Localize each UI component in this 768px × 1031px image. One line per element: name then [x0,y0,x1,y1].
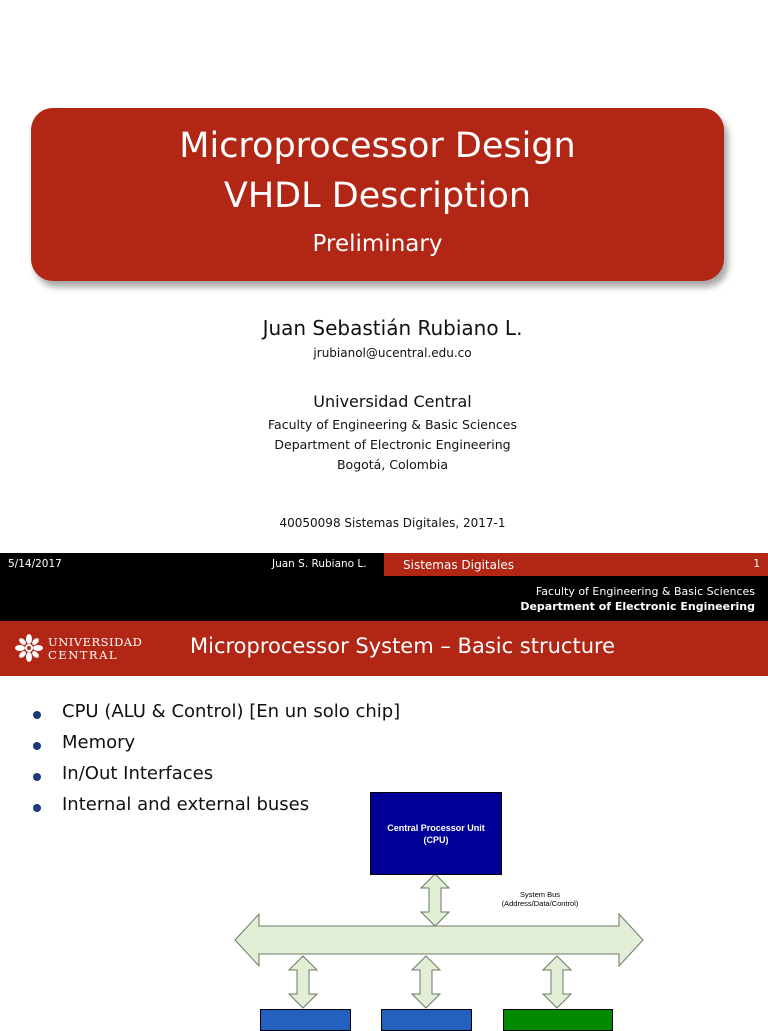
department-name: Department of Electronic Engineering [274,437,511,452]
faculty-name: Faculty of Engineering & Basic Sciences [268,417,517,432]
footer-page-number: 1 [753,558,760,570]
system-bus-label [470,890,610,908]
module-block-2 [381,1009,472,1031]
cpu-label-line-1: Central Processor Unit [387,823,485,833]
module-arrow-2 [412,956,440,1008]
bus-label-line-2: (Address/Data/Control) [501,899,579,908]
cpu-block [370,792,502,875]
logo-text-line-2: CENTRAL [48,648,119,662]
title-line-1: Microprocessor Design [179,126,576,166]
logo-text-line-1: UNIVERSIDAD [48,635,143,649]
cpu-bus-arrow [421,874,449,926]
bullet-text: Memory [62,732,136,753]
slide2-title: Microprocessor System – Basic structure [190,634,616,658]
footer-course: Sistemas Digitales [403,558,514,572]
bullet-text: Internal and external buses [62,794,310,815]
header-department: Department of Electronic Engineering [520,600,755,613]
university-name: Universidad Central [313,392,472,411]
io-block [503,1009,613,1031]
bullet-text: In/Out Interfaces [62,763,214,784]
course-code: 40050098 Sistemas Digitales, 2017-1 [279,516,506,530]
module-arrow-3 [543,956,571,1008]
author-name: Juan Sebastián Rubiano L. [262,316,523,340]
memory-block [260,1009,351,1031]
bullet-text: CPU (ALU & Control) [En un solo chip] [62,701,401,722]
author-email: jrubianol@ucentral.edu.co [313,346,472,360]
subtitle: Preliminary [312,231,443,257]
footer-author: Juan S. Rubiano L. [272,558,367,570]
bus-label-line-1: System Bus [519,890,560,899]
title-line-2: VHDL Description [223,176,532,216]
footer-date: 5/14/2017 [8,558,62,570]
module-arrow-1 [289,956,317,1008]
cpu-label-line-2: (CPU) [423,835,449,845]
header-faculty: Faculty of Engineering & Basic Sciences [535,585,755,598]
city-name: Bogotá, Colombia [336,457,449,472]
